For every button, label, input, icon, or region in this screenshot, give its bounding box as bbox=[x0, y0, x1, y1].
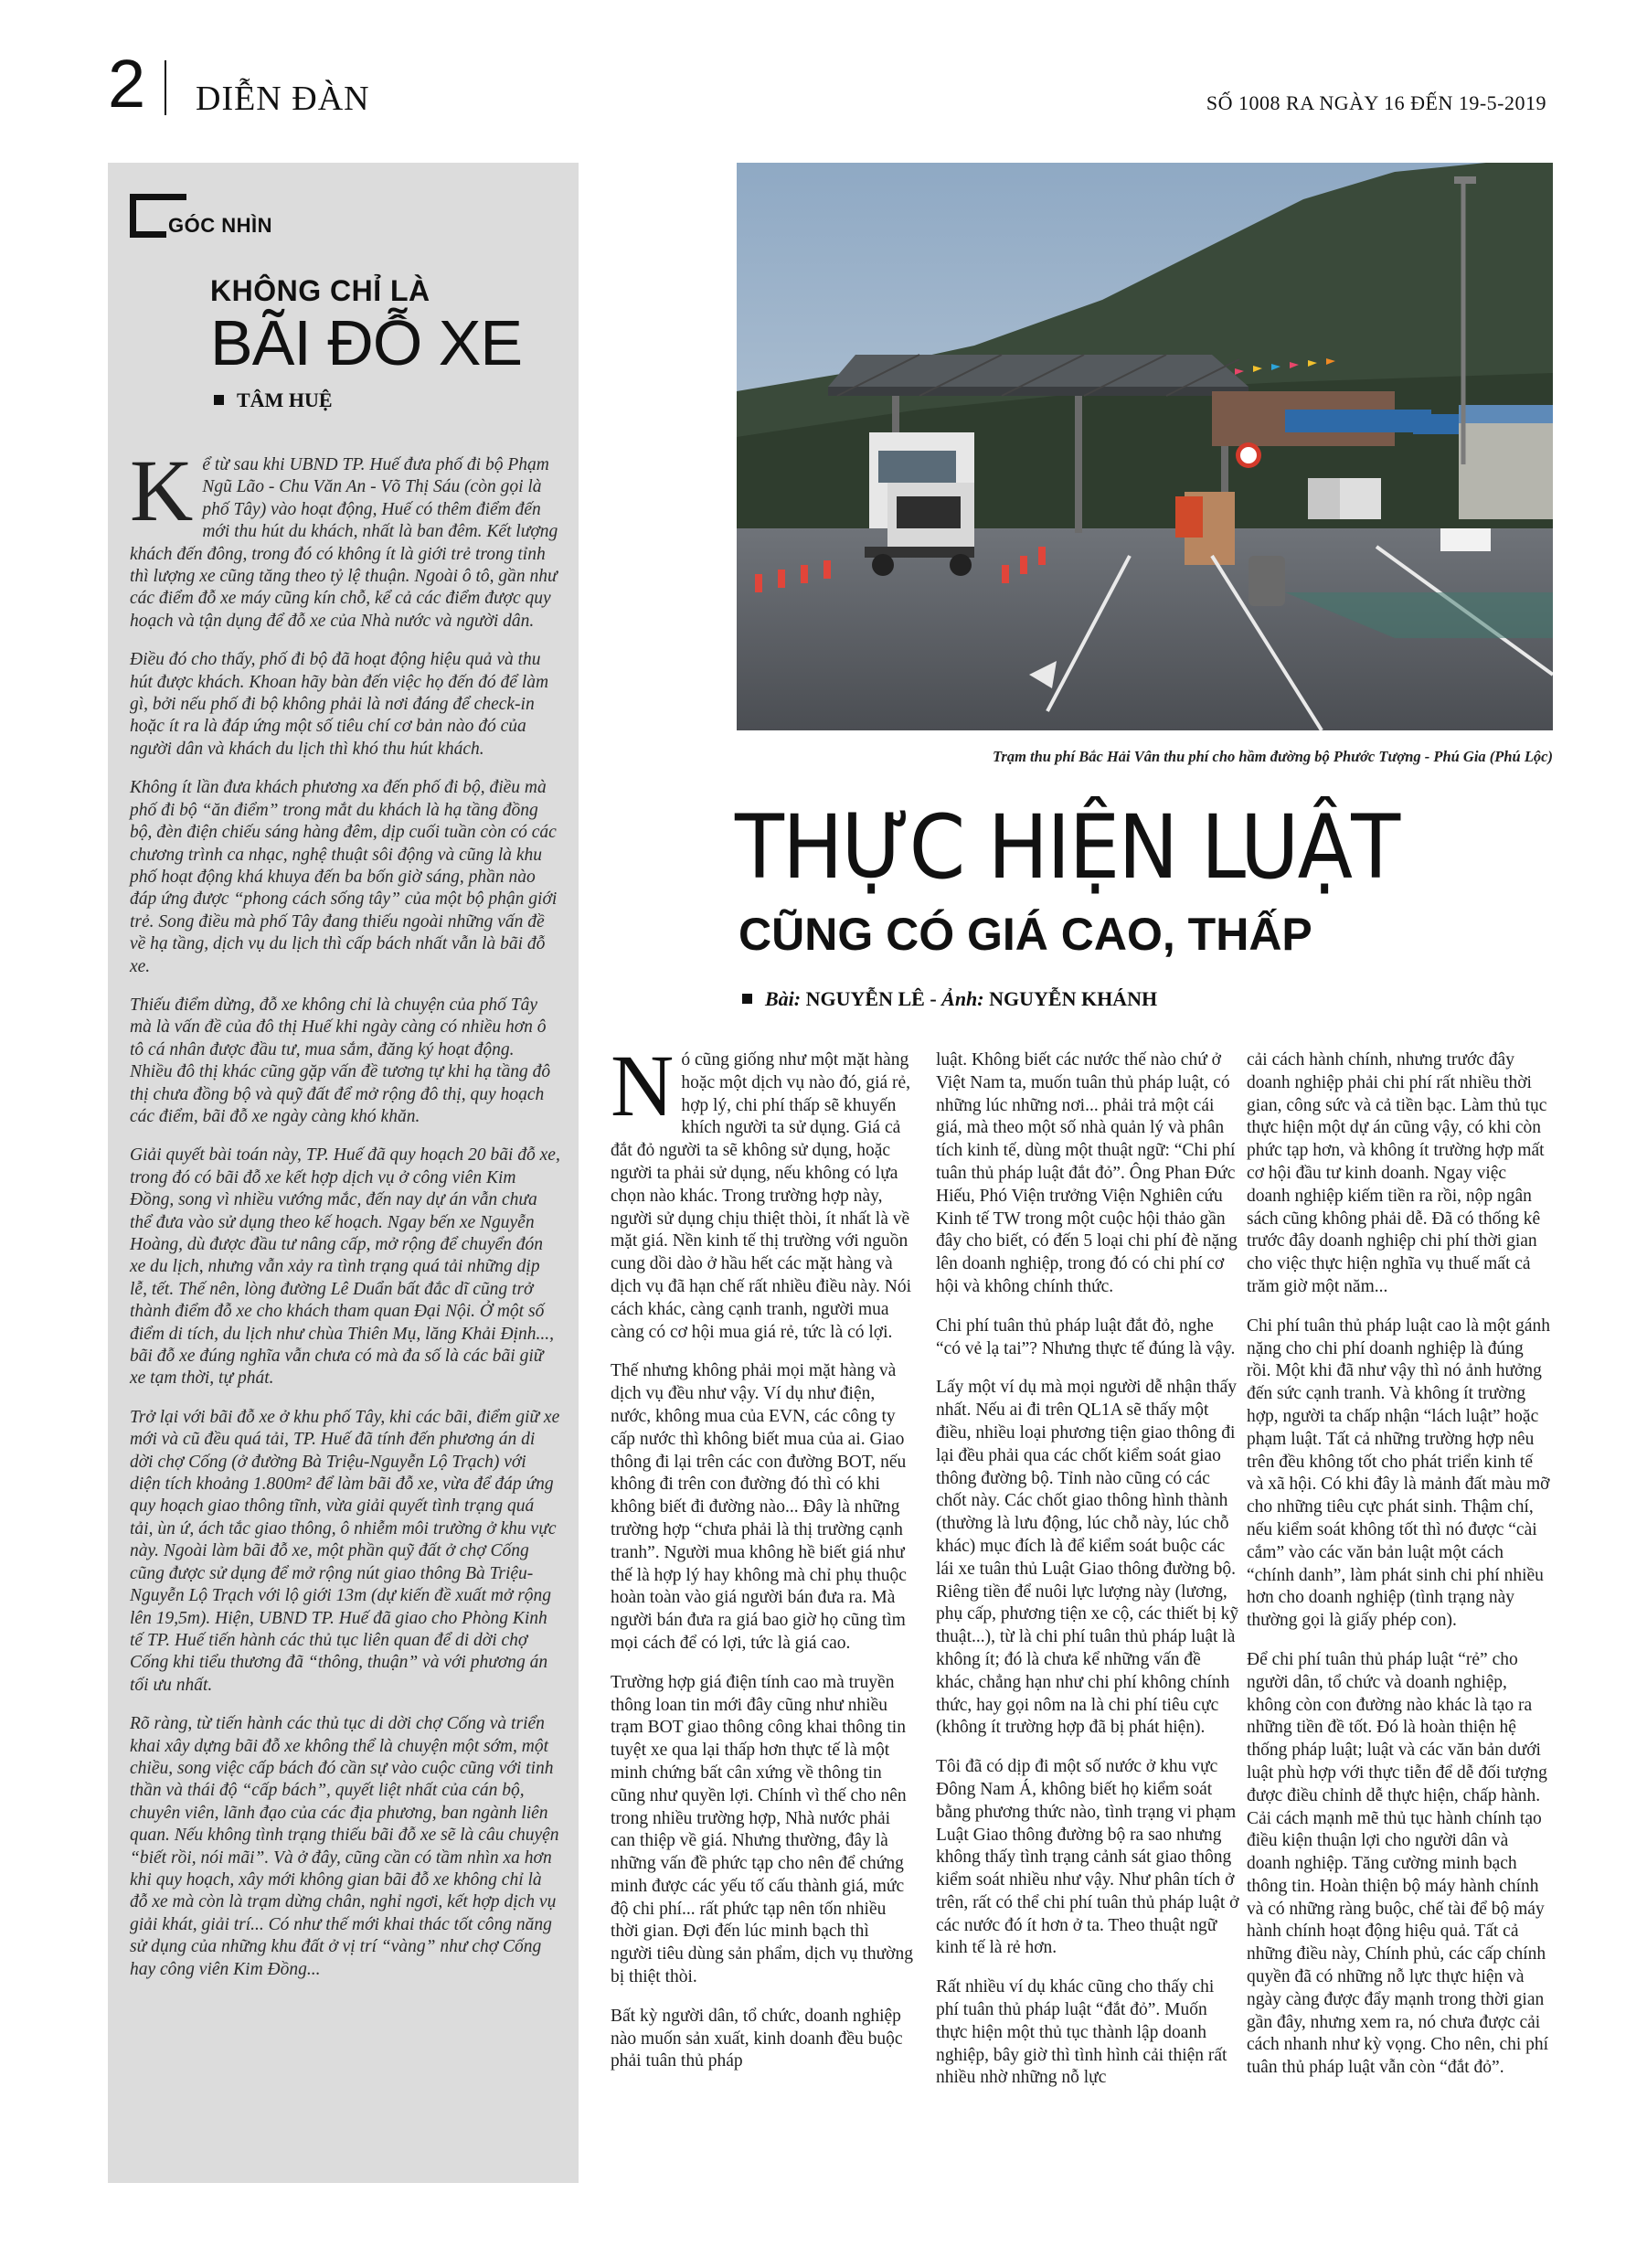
byline-label-text: Bài: bbox=[765, 987, 802, 1010]
article-column-3 bbox=[1247, 1049, 1550, 2096]
article-column-2 bbox=[936, 1049, 1239, 2106]
article-paragraph: Chi phí tuân thủ pháp luật cao là một gánh nặng cho chi phí doanh nghiệp là đúng rồi. Một khi đã như vậy thì nó ảnh hưởng đến sức cạnh tranh. Và không ít trường hợp, người ta chấp nhận “lách luật” hoặc phạm luật. Tất cả những trường hợp nêu trên đều không tốt cho phát triển kinh tế và xã hội. Có khi đây là mảnh đất màu mỡ cho những tiêu cực phát sinh. Thậm chí, nếu kiểm soát không tốt thì nó được “cài cắm” vào các văn bản luật một cách “chính danh”, làm phát sinh chi phí nhiều hơn cho doanh nghiệp (tình trạng này thường gọi là giấy phép con). bbox=[1247, 1315, 1550, 1631]
sidebar-byline bbox=[214, 389, 560, 412]
byline-photo-label: Ảnh: bbox=[941, 987, 984, 1010]
sidebar-body bbox=[130, 442, 560, 1981]
article-paragraph: Trường hợp giá điện tính cao mà truyền thông loan tin mới đây cũng như nhiều trạm BOT giao thông công khai thông tin tuyệt xe qua lại thấp hơn thực tế là một minh chứng bất cân xứng về thông tin cũng như quyền lợi. Chính vì thế cho nên trong nhiều trường hợp, Nhà nước phải can thiệp về giá. Nhưng thường, đây là những vấn đề phức tạp cho nên để chứng minh được các yếu tố cấu thành giá, mức độ chi phí... rất phức tạp nên tốn nhiều thời gian. Đợi đến lúc minh bạch thì người tiêu dùng sản phẩm, dịch vụ thường bị thiệt thòi. bbox=[611, 1672, 913, 1987]
sidebar-author: TÂM HUỆ bbox=[237, 389, 333, 411]
sidebar-paragraph: Kể từ sau khi UBND TP. Huế đưa phố đi bộ Phạm Ngũ Lão - Chu Văn An - Võ Thị Sáu (còn gọi là phố Tây) vào hoạt động, Huế có thêm điểm đến mới thu hút du khách, nhất là ban đêm. Kết lượng khách đến đông, trong đó có không ít là giới trẻ trong tỉnh thì lượng xe cũng tăng theo tỷ lệ thuận. Ngoài ô tô, gần như các điểm đỗ xe máy cũng kín chỗ, kể cả các điểm được quy hoạch và tận dụng để đỗ xe của Nhà nước và người dân. bbox=[130, 442, 558, 631]
byline-author: NGUYỄN LÊ bbox=[805, 987, 925, 1010]
article-column-1 bbox=[611, 1037, 914, 2090]
sidebar-column bbox=[108, 163, 579, 2183]
header-divider bbox=[165, 60, 166, 115]
bracket-icon bbox=[130, 194, 166, 238]
article-paragraph: cải cách hành chính, nhưng trước đây doanh nghiệp phải chi phí rất nhiều thời gian, công sức và cả tiền bạc. Làm thủ tục thực hiện một dự án cũng vậy, có khi còn phức tạp hơn, và không ít trường hợp mất cơ hội đầu tư kinh doanh. Ngay việc doanh nghiệp kiếm tiền ra rồi, nộp ngân sách cũng không phải dễ. Đã có thống kê trước đây doanh nghiệp chi phí thời gian cho việc thực hiện nghĩa vụ thuế mất cả trăm giờ một năm... bbox=[1247, 1050, 1547, 1296]
article-paragraph: luật. Không biết các nước thế nào chứ ở Việt Nam ta, muốn tuân thủ pháp luật, có những lúc những nơi... phải trả một cái giá, mà theo một số nhà quản lý và phân tích kinh tế, dùng một thuật ngữ: “Chi phí tuân thủ pháp luật đắt đỏ”. Ông Phan Đức Hiếu, Phó Viện trưởng Viện Nghiên cứu Kinh tế TW trong một cuộc hội thảo gần đây cho biết, có đến 5 loại chi phí đè nặng lên doanh nghiệp, trong đó có chi phí cơ hội và không chính thức. bbox=[936, 1050, 1238, 1296]
sidebar-paragraph: Điều đó cho thấy, phố đi bộ đã hoạt động hiệu quả và thu hút được khách. Khoan hãy bàn đến việc họ đến đó để làm gì, bởi nếu phố đi bộ không phải là nơi đáng để check-in hoặc ít ra là đáp ứng một số tiêu chí cơ bản nào đó của người dân và khách du lịch thì khó thu hút khách. bbox=[130, 650, 549, 759]
sidebar-paragraph: Giải quyết bài toán này, TP. Huế đã quy hoạch 20 bãi đỗ xe, trong đó có bãi đỗ xe kết hợp dịch vụ ở công viên Kim Đồng, song vì nhiều vướng mắc, đến nay dự án vẫn chưa thể đưa vào sử dụng theo kế hoạch. Ngay bến xe Nguyễn Hoàng, dù được đầu tư nâng cấp, mở rộng để chuyển đón xe du lịch, nhưng vẫn xảy ra tình trạng quá tải những dịp lễ, tết. Thế nên, lòng đường Lê Duẩn bất đắc dĩ cũng trở thành điểm đỗ xe cho khách tham quan Đại Nội. Ở một số điểm di tích, du lịch như chùa Thiên Mụ, lăng Khải Định..., bãi đỗ xe đúng nghĩa vẫn chưa có mà đa số là các bãi giữ xe tạm thời, tự phát. bbox=[130, 1145, 560, 1389]
article-paragraph: Nó cũng giống như một mặt hàng hoặc một dịch vụ nào đó, giá rẻ, hợp lý, chi phí thấp sẽ khuyến khích người ta sử dụng. Giá cả đắt đỏ người ta sẽ không sử dụng, hoặc người ta phải sử dụng, nếu không có lựa chọn nào khác. Trong trường hợp này, người sử dụng chịu thiệt thòi, ít nhất là về mặt giá. Nền kinh tế thị trường với nguồn cung dồi dào ở hầu hết các mặt hàng và dịch vụ đã hạn chế rất nhiều điều này. Nói cách khác, càng cạnh tranh, người mua càng có cơ hội mua giá rẻ, tức là có lợi. bbox=[611, 1037, 912, 1342]
article-paragraph: Thế nhưng không phải mọi mặt hàng và dịch vụ đều như vậy. Ví dụ như điện, nước, không mua của EVN, các công ty cấp nước thì không biết mua của ai. Giao thông đi lại trên các con đường BOT, nếu không đi trên con đường đó thì có khi không biết đi đường nào... Đây là những trường hợp “chưa phải là thị trường cạnh tranh”. Người mua không hề biết giá như thế là hợp lý hay không mà chỉ phụ thuộc hoàn toàn vào giá người bán đưa ra. Mà người bán đưa ra giá bao giờ họ cũng tìm mọi cách để có lợi, tức là giá cao. bbox=[611, 1361, 907, 1653]
byline-photographer: NGUYỄN KHÁNH bbox=[989, 987, 1158, 1010]
article-title: THỰC HIỆN LUẬT bbox=[735, 796, 1399, 899]
sidebar-kicker: KHÔNG CHỈ LÀ bbox=[210, 274, 430, 307]
sidebar-paragraph: Trở lại với bãi đỗ xe ở khu phố Tây, khi các bãi, điểm giữ xe mới và cũ đều quá tải, TP. Huế đã tính đến phương án di dời chợ Cống (ở đường Bà Triệu-Nguyễn Lộ Trạch) với diện tích khoảng 1.800m² để làm bãi đỗ xe, vừa để đáp ứng quy hoạch giao thông tĩnh, vừa giải quyết tình trạng quá tải, ùn ứ, ách tắc giao thông, ô nhiễm môi trường ở khu vực này. Ngoài làm bãi đỗ xe, một phần quỹ đất ở chợ Cống cũng được sử dụng để mở rộng nút giao thông Bà Triệu-Nguyễn Lộ Trạch với lộ giới 13m (dự kiến đề xuất mở rộng lên 19,5m). Hiện, UBND TP. Huế đã giao cho Phòng Kinh tế TP. Huế tiến hành các thủ tục liên quan để di dời chợ Cống khi tiểu thương đã “thông, thuận” và với phương án tối ưu nhất. bbox=[130, 1407, 560, 1695]
article-byline: Bài: NGUYỄN LÊ - Ảnh: NGUYỄN KHÁNH bbox=[742, 987, 1157, 1011]
square-bullet-icon bbox=[214, 395, 224, 405]
issue-info: SỐ 1008 RA NGÀY 16 ĐẾN 19-5-2019 bbox=[1206, 91, 1546, 114]
page-number: 2 bbox=[108, 46, 146, 122]
article-paragraph: Chi phí tuân thủ pháp luật đắt đỏ, nghe “có vẻ lạ tai”? Nhưng thực tế đúng là vậy. bbox=[936, 1315, 1236, 1358]
column-label bbox=[130, 194, 560, 243]
sidebar-paragraph: Rõ ràng, từ tiến hành các thủ tục di dời chợ Cống và triển khai xây dựng bãi đỗ xe không thể là chuyện một sớm, một chiều, song việc cấp bách đó cần sự vào cuộc cũng với tinh thần và thái độ “cấp bách”, quyết liệt nhất của cán bộ, chuyên viên, lãnh đạo của các địa phương, ban ngành liên quan. Nếu không tình trạng thiếu bãi đỗ xe sẽ là câu chuyện “biết rồi, nói mãi”. Và ở đây, cũng cần có tầm nhìn xa hơn khi quy hoạch, xây mới không gian bãi đỗ xe không chỉ là đỗ xe mà còn là trạm dừng chân, nghỉ ngơi, kết hợp dịch vụ giải khát, giải trí... Có như thế mới khai thác tốt công năng sử dụng của những khu đất ở vị trí “vàng” như chợ Cống hay công viên Kim Đồng... bbox=[130, 1714, 559, 1979]
sidebar-title: BÃI ĐỖ XE bbox=[210, 307, 523, 378]
article-paragraph: Rất nhiều ví dụ khác cũng cho thấy chi phí tuân thủ pháp luật “đắt đỏ”. Muốn thực hiện một thủ tục thành lập doanh nghiệp, bây giờ thì tình hình cải thiện rất nhiều nhờ những nỗ lực bbox=[936, 1977, 1227, 2088]
article-paragraph: Tôi đã có dịp đi một số nước ở khu vực Đông Nam Á, không biết họ kiểm soát bằng phương thức nào, tình trạng vi phạm Luật Giao thông đường bộ ra sao nhưng không thấy tình trạng cảnh sát giao thông kiểm soát nhiều như vậy. Như phân tích ở trên, rất có thể chi phí tuân thủ pháp luật ở các nước đó ít hơn ở ta. Theo thuật ngữ kinh tế là rẻ hơn. bbox=[936, 1757, 1239, 1958]
square-bullet-icon bbox=[742, 994, 752, 1004]
sidebar-paragraph: Thiếu điểm dừng, đỗ xe không chỉ là chuyện của phố Tây mà là vấn đề của đô thị Huế khi ngày càng có nhiều hơn ô tô cá nhân được đầu tư, mua sắm, đăng ký hoạt động. Nhiều đô thị khác cũng gặp vấn đề tương tự khi hạ tầng đô thị chưa đồng bộ và quỹ đất để mở rộng đô thị, quy hoạch các điểm, bãi đỗ xe ngày càng khó khăn. bbox=[130, 995, 551, 1126]
toll-station-illustration bbox=[737, 163, 1553, 730]
column-label-text: GÓC NHÌN bbox=[168, 214, 272, 237]
article-paragraph: Bất kỳ người dân, tổ chức, doanh nghiệp nào muốn sản xuất, kinh doanh đều buộc phải tuân thủ pháp bbox=[611, 2006, 903, 2071]
photo-caption: Trạm thu phí Bắc Hải Vân thu phí cho hầm đường bộ Phước Tượng - Phú Gia (Phú Lộc) bbox=[992, 748, 1553, 765]
toll-station-photo bbox=[737, 163, 1553, 730]
article-paragraph: Để chi phí tuân thủ pháp luật “rẻ” cho người dân, tổ chức và doanh nghiệp, không còn con đường nào khác là tạo ra những tiền đề tốt. Đó là hoàn thiện hệ thống pháp luật; luật và các văn bản dưới luật phù hợp với thực tiễn để dễ đối tượng được điều chỉnh dễ thực hiện, chấp hành. Cải cách mạnh mẽ thủ tục hành chính tạo điều kiện thuận lợi cho người dân và doanh nghiệp. Tăng cường minh bạch thông tin. Hoàn thiện bộ máy hành chính và có những ràng buộc, chế tài để bộ máy hành chính hoạt động hiệu quả. Tất cả những điều này, Chính phủ, các cấp chính quyền đã có những nỗ lực thực hiện và ngày càng được đẩy mạnh trong thời gian gần đây, nhưng xem ra, nó chưa được cải cách nhanh như kỳ vọng. Cho nên, chi phí tuân thủ pháp luật vẫn còn “đắt đỏ”. bbox=[1247, 1649, 1549, 2078]
article-subtitle: CŨNG CÓ GIÁ CAO, THẤP bbox=[738, 909, 1312, 960]
article-paragraph: Lấy một ví dụ mà mọi người dễ nhận thấy nhất. Nếu ai đi trên QL1A sẽ thấy một điều, nhiều loại phương tiện giao thông đi lại đều phải qua các chốt kiểm soát giao thông đường bộ. Tỉnh nào cũng có các chốt này. Các chốt giao thông hình thành (thường là lưu động, lúc chỗ này, lúc chỗ khác) mục đích là để kiểm soát buộc các lái xe tuân thủ Luật Giao thông đường bộ. Riêng tiền để nuôi lực lượng này (lương, phụ cấp, phương tiện xe cộ, các thiết bị kỹ thuật...), từ là chi phí tuân thủ pháp luật là không ít; đó là chưa kể những vấn đề khác, chẳng hạn như chi phí không chính thức, hay gọi nôm na là chi phí tiêu cực (không ít trường hợp đã bị phát hiện). bbox=[936, 1378, 1239, 1738]
sidebar-paragraph: Không ít lần đưa khách phương xa đến phố đi bộ, điều mà phố đi bộ “ăn điểm” trong mắt du khách là hạ tầng đồng bộ, đèn điện chiếu sáng hàng đêm, dịp cuối tuần còn có các chương trình ca nhạc, nghệ thuật sôi động và cũng là khu phố hoạt động khá khuya đến ba bốn giờ sáng, phần nào đáp ứng được “phong cách sống tây” của một bộ phận giới trẻ. Song điều mà phố Tây đang thiếu ngoài những vấn đề về hạ tầng, dịch vụ du lịch thì cấp bách nhất vẫn là bãi đỗ xe. bbox=[130, 778, 558, 976]
section-title: DIỄN ĐÀN bbox=[196, 80, 370, 118]
